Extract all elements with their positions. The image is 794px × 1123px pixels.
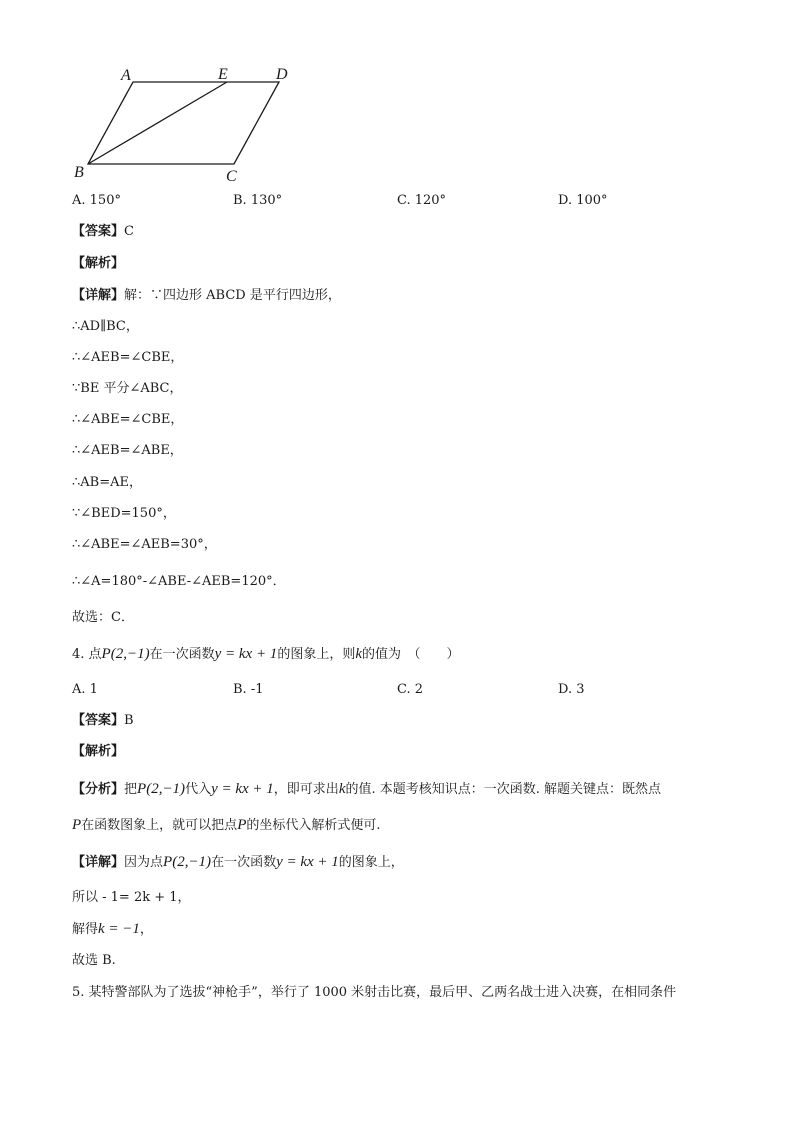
- answer-value: C: [124, 224, 134, 239]
- q4-func: y = kx + 1: [214, 646, 278, 662]
- q5-question: 5. 某特警部队为了选拔“神枪手”，举行了 1000 米射击比赛，最后甲、乙两名战士进入决赛，在相同条件: [72, 985, 677, 1000]
- q4-option-a: A. 1: [72, 682, 98, 697]
- q3-step: ∴AB=AE，: [72, 475, 142, 490]
- q4-analysis-heading: [72, 743, 124, 761]
- q4-step: [72, 920, 153, 939]
- q4-option-c: C. 2: [397, 682, 424, 697]
- segment-be: [88, 82, 227, 164]
- q4-option-d: D. 3: [558, 682, 585, 697]
- q3-option-c: C. 120°: [397, 193, 447, 208]
- q4-pre: 4. 点: [72, 647, 102, 662]
- fenxi-func: y = kx + 1: [211, 781, 274, 797]
- label-c: C: [226, 168, 237, 185]
- fenxi-tag: 【分析】: [72, 782, 125, 797]
- analysis-tag: 【解析】: [72, 744, 125, 759]
- q4-detail-line: [72, 853, 404, 872]
- parallelogram-svg: [68, 60, 308, 185]
- fenxi-text: 的值. 本题考核知识点：一次函数. 解题关键点：既然点: [345, 782, 662, 797]
- detail-text: 在一次函数: [211, 855, 277, 870]
- q3-answer: [72, 223, 134, 241]
- fenxi-p: P: [72, 817, 82, 833]
- answer-tag: 【答案】: [72, 713, 125, 728]
- q4-point: P(2,−1): [101, 646, 150, 662]
- fenxi-p2: P: [237, 817, 247, 833]
- detail-text: 因为点: [124, 855, 164, 870]
- label-d: D: [276, 66, 288, 83]
- parallelogram-figure: [68, 60, 308, 185]
- q3-step: ∵∠BED=150°，: [72, 506, 176, 521]
- q4-question: [72, 645, 460, 664]
- label-e: E: [218, 66, 228, 83]
- detail-tag: 【详解】: [72, 855, 125, 870]
- q4-step: 所以 - 1= 2k + 1，: [72, 890, 191, 905]
- fenxi-point: P(2,−1): [137, 781, 186, 797]
- q3-option-a: A. 150°: [72, 193, 121, 208]
- detail-tag: 【详解】: [72, 288, 125, 303]
- label-b: B: [74, 164, 84, 181]
- fenxi-text: 代入: [185, 782, 212, 797]
- detail-func: y = kx + 1: [276, 854, 339, 870]
- q4-post: 的值为 （ ）: [362, 647, 460, 662]
- label-a: A: [121, 67, 131, 84]
- q3-step: ∴∠ABE=∠CBE，: [72, 412, 184, 427]
- fenxi-text: ，即可求出: [273, 782, 339, 797]
- q4-fenxi-line2: [72, 816, 381, 835]
- parallelogram-abcd: [88, 82, 279, 164]
- q4-answer: [72, 712, 134, 730]
- fenxi-text: 把: [124, 782, 138, 797]
- q4-option-b: B. -1: [233, 682, 264, 697]
- q3-detail-line: [72, 287, 341, 305]
- fenxi-text: 在函数图象上，就可以把点: [81, 818, 238, 833]
- step-text: 解得: [72, 922, 99, 937]
- q4-step: 故选 B.: [72, 953, 116, 968]
- fenxi-text: 的坐标代入解析式便可.: [246, 818, 381, 833]
- q3-step: ∴∠A=180°-∠ABE-∠AEB=120°．: [72, 574, 286, 589]
- q3-option-d: D. 100°: [558, 193, 608, 208]
- q3-step: 故选：C．: [72, 610, 134, 625]
- answer-tag: 【答案】: [72, 224, 125, 239]
- q4-mid2: 的图象上，则: [277, 647, 356, 662]
- q3-option-b: B. 130°: [233, 193, 283, 208]
- answer-value: B: [124, 713, 134, 728]
- q3-step: ∴AD∥BC，: [72, 319, 139, 334]
- q4-mid: 在一次函数: [149, 647, 215, 662]
- q4-fenxi-line1: [72, 780, 661, 799]
- detail-point: P(2,−1): [163, 854, 212, 870]
- fenxi-k: k: [338, 781, 346, 797]
- step-math: k = −1: [98, 921, 140, 937]
- q3-analysis-heading: [72, 255, 124, 273]
- q3-step: ∴∠ABE=∠AEB=30°，: [72, 537, 217, 552]
- q3-step: ∴∠AEB=∠ABE，: [72, 443, 183, 458]
- detail-text: 的图象上，: [338, 855, 404, 870]
- q4-k: k: [355, 646, 362, 662]
- q3-step: ∴∠AEB=∠CBE，: [72, 350, 184, 365]
- step-text: ，: [139, 922, 153, 937]
- detail-text: 解：∵四边形 ABCD 是平行四边形，: [124, 288, 341, 303]
- analysis-tag: 【解析】: [72, 256, 125, 271]
- q3-step: ∵BE 平分∠ABC，: [72, 381, 183, 396]
